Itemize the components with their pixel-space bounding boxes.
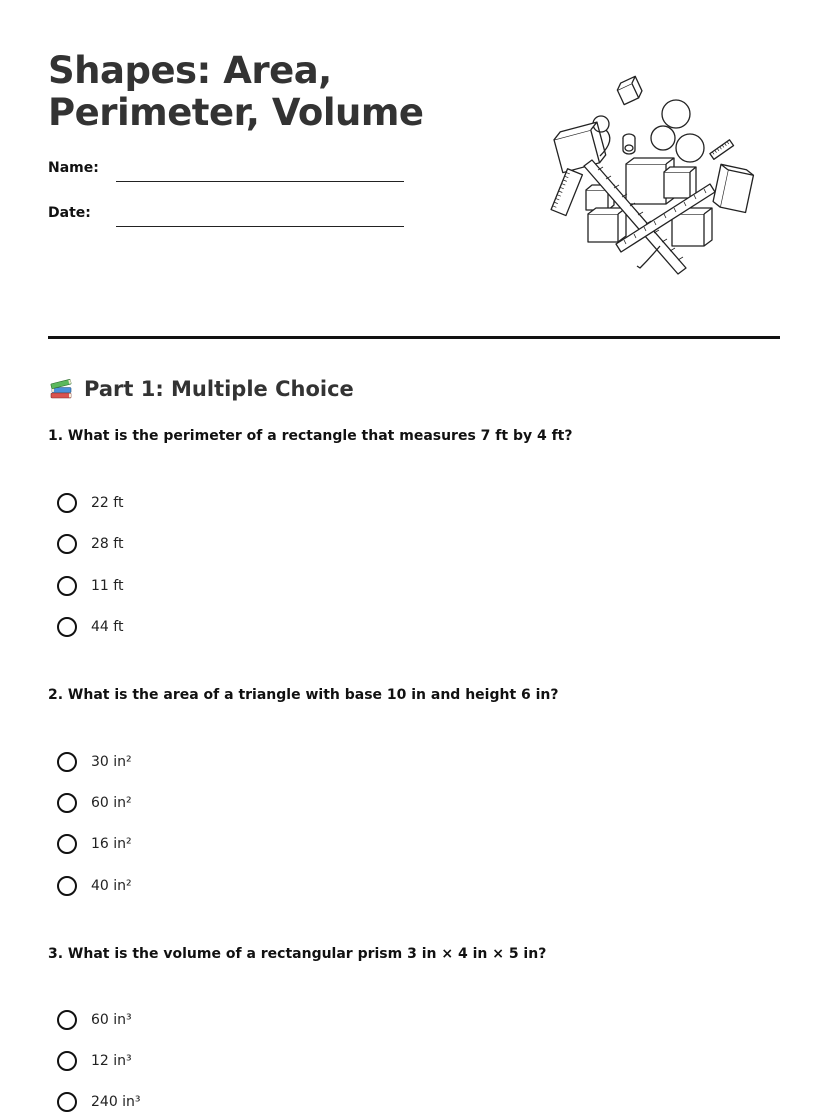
option-label: 28 ft (91, 536, 124, 552)
radio-button[interactable] (57, 534, 77, 554)
radio-button[interactable] (57, 793, 77, 813)
option-2c[interactable] (57, 832, 132, 856)
books-icon (48, 376, 74, 402)
option-label: 60 in³ (91, 1012, 132, 1028)
option-3c[interactable] (57, 1090, 141, 1114)
name-field[interactable] (116, 181, 404, 182)
radio-button[interactable] (57, 493, 77, 513)
radio-button[interactable] (57, 1051, 77, 1071)
option-label: 60 in² (91, 795, 132, 811)
option-1c[interactable] (57, 574, 123, 598)
question-3: 3. What is the volume of a rectangular prism 3 in × 4 in × 5 in? (48, 946, 547, 962)
option-label: 11 ft (91, 578, 124, 594)
worksheet-title: Shapes: Area, Perimeter, Volume (48, 49, 424, 134)
question-1: 1. What is the perimeter of a rectangle that measures 7 ft by 4 ft? (48, 428, 573, 444)
geometry-shapes-illustration (540, 72, 764, 280)
radio-button[interactable] (57, 1010, 77, 1030)
option-2d[interactable] (57, 874, 132, 898)
option-label: 16 in² (91, 836, 132, 852)
radio-button[interactable] (57, 1092, 77, 1112)
radio-button[interactable] (57, 617, 77, 637)
option-label: 240 in³ (91, 1094, 141, 1110)
question-2: 2. What is the area of a triangle with base 10 in and height 6 in? (48, 687, 559, 703)
radio-button[interactable] (57, 752, 77, 772)
option-1b[interactable] (57, 532, 123, 556)
option-label: 44 ft (91, 619, 124, 635)
name-label: Name: (48, 160, 99, 176)
option-3b[interactable] (57, 1049, 132, 1073)
option-1d[interactable] (57, 615, 123, 639)
option-2b[interactable] (57, 791, 132, 815)
option-1a[interactable] (57, 491, 123, 515)
option-label: 12 in³ (91, 1053, 132, 1069)
section-divider (48, 336, 780, 339)
radio-button[interactable] (57, 834, 77, 854)
section-title: Part 1: Multiple Choice (84, 377, 354, 401)
option-2a[interactable] (57, 750, 132, 774)
part1-heading (48, 374, 354, 404)
option-label: 22 ft (91, 495, 124, 511)
option-3a[interactable] (57, 1008, 132, 1032)
date-label: Date: (48, 205, 91, 221)
radio-button[interactable] (57, 876, 77, 896)
option-label: 30 in² (91, 754, 132, 770)
radio-button[interactable] (57, 576, 77, 596)
option-label: 40 in² (91, 878, 132, 894)
date-field[interactable] (116, 226, 404, 227)
